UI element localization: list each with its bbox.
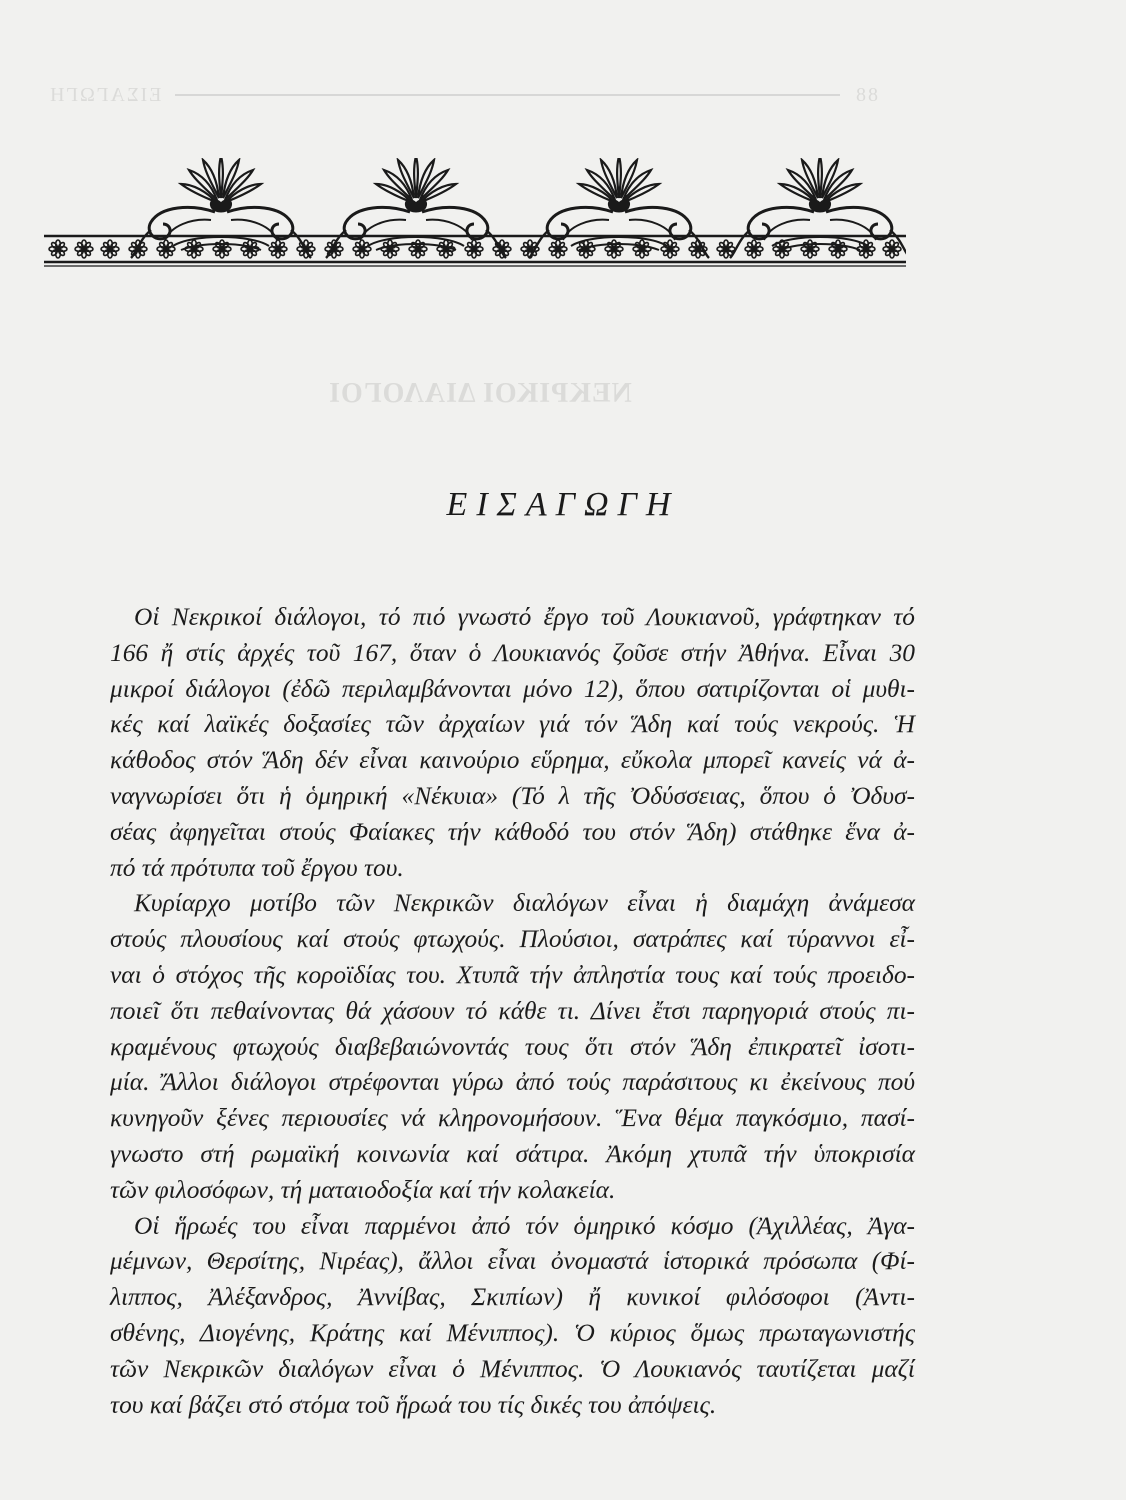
text-line: ναι ὁ στόχος τῆς κοροϊδίας του. Χτυπᾶ τήν ἀπληστία τους καί τούς προειδο- [110, 960, 915, 989]
text-line: πό τά πρότυπα τοῦ ἔργου του. [110, 853, 404, 882]
ghost-running-header [48, 84, 878, 106]
text-line: κυνηγοῦν ξένες περιουσίες νά κληρονομήσουν. Ἕνα θέμα παγκόσμιο, πασί- [110, 1104, 915, 1133]
text-line: ναγνωρίσει ὅτι ἡ ὁμηρική «Νέκυια» (Τό λ τῆς Ὀδύσσειας, ὅπου ὁ Ὀδυσ- [110, 781, 915, 810]
text-line: 166 ἤ στίς ἀρχές τοῦ 167, ὅταν ὁ Λουκιανός ζοῦσε στήν Ἀθήνα. Εἶναι 30 [110, 638, 915, 667]
ghost-page-number: 88 [854, 83, 878, 106]
text-line: σθένης, Διογένης, Κράτης καί Μένιππος). Ὁ κύριος ὅμως πρωταγωνιστής [110, 1318, 915, 1347]
text-line: σέας ἀφηγεῖται στούς Φαίακες τήν κάθοδό του στόν Ἅδη) στάθηκε ἕνα ἀ- [110, 817, 915, 846]
text-line: του καί βάζει στό στόμα τοῦ ἥρωά του τίς δικές του ἀπόψεις. [110, 1390, 717, 1419]
ghost-header-word: ΕΙΣΑΓΩΓΗ [48, 83, 162, 106]
text-line: στούς πλουσίους καί στούς φτωχούς. Πλούσιοι, σατράπες καί τύραννοι εἶ- [110, 925, 915, 954]
text-line: κραμένους φτωχούς διαβεβαιώνοντάς τους ὅτι στόν Ἅδη ἐπικρατεῖ ἰσοτι- [110, 1032, 915, 1061]
text-line: μία. Ἄλλοι διάλογοι στρέφονται γύρω ἀπό τούς παράσιτους κι ἐκείνους πού [110, 1068, 915, 1097]
body-text [110, 600, 915, 1423]
text-line: τῶν Νεκρικῶν διαλόγων εἶναι ὁ Μένιππος. Ὁ Λουκιανός ταυτίζεται μαζί [110, 1354, 915, 1383]
text-line: Κυρίαρχο μοτίβο τῶν Νεκρικῶν διαλόγων εἶναι ἡ διαμάχη ἀνάμεσα [134, 889, 915, 918]
text-line: Οἱ Νεκρικοί διάλογοι, τό πιό γνωστό ἔργο τοῦ Λουκιανοῦ, γράφτηκαν τό [134, 603, 915, 631]
text-line: γνωστο στή ρωμαϊκή κοινωνία καί σάτιρα. Ἀκόμη χτυπᾶ τήν ὑποκρισία [110, 1139, 915, 1168]
chapter-heading: ΕΙΣΑΓΩΓΗ [446, 486, 680, 523]
palmette-ornament [44, 158, 906, 278]
rosette-band [49, 240, 901, 258]
ghost-rule [175, 94, 840, 96]
ghost-title: ΝΕΚΡΙΚΟΙ ΔΙΑΛΟΓΟΙ [328, 378, 632, 409]
text-line: μέμνων, Θερσίτης, Νιρέας), ἄλλοι εἶναι ὀνομαστά ἱστορικά πρόσωπα (Φί- [110, 1247, 915, 1276]
text-line: τῶν φιλοσόφων, τή ματαιοδοξία καί τήν κολακεία. [110, 1175, 616, 1204]
text-line: Οἱ ἥρωές του εἶναι παρμένοι ἀπό τόν ὁμηρικό κόσμο (Ἀχιλλέας, Ἀγα- [134, 1211, 915, 1240]
text-line: κάθοδος στόν Ἅδη δέν εἶναι καινούριο εὕρημα, εὔκολα μπορεῖ κανείς νά ἀ- [110, 746, 915, 775]
text-line: κές καί λαϊκές δοξασίες τῶν ἀρχαίων γιά τόν Ἅδη καί τούς νεκρούς. Ἡ [110, 710, 915, 739]
text-line: ποιεῖ ὅτι πεθαίνοντας θά χάσουν τό κάθε τι. Δίνει ἔτσι παρηγοριά στούς πι- [110, 996, 915, 1025]
text-line: λιππος, Ἀλέξανδρος, Ἀννίβας, Σκιπίων) ἤ κυνικοί φιλόσοφοι (Ἀντι- [110, 1283, 915, 1312]
text-line: μικροί διάλογοι (ἐδῶ περιλαμβάνονται μόνο 12), ὅπου σατιρίζονται οἱ μυθι- [110, 674, 915, 703]
